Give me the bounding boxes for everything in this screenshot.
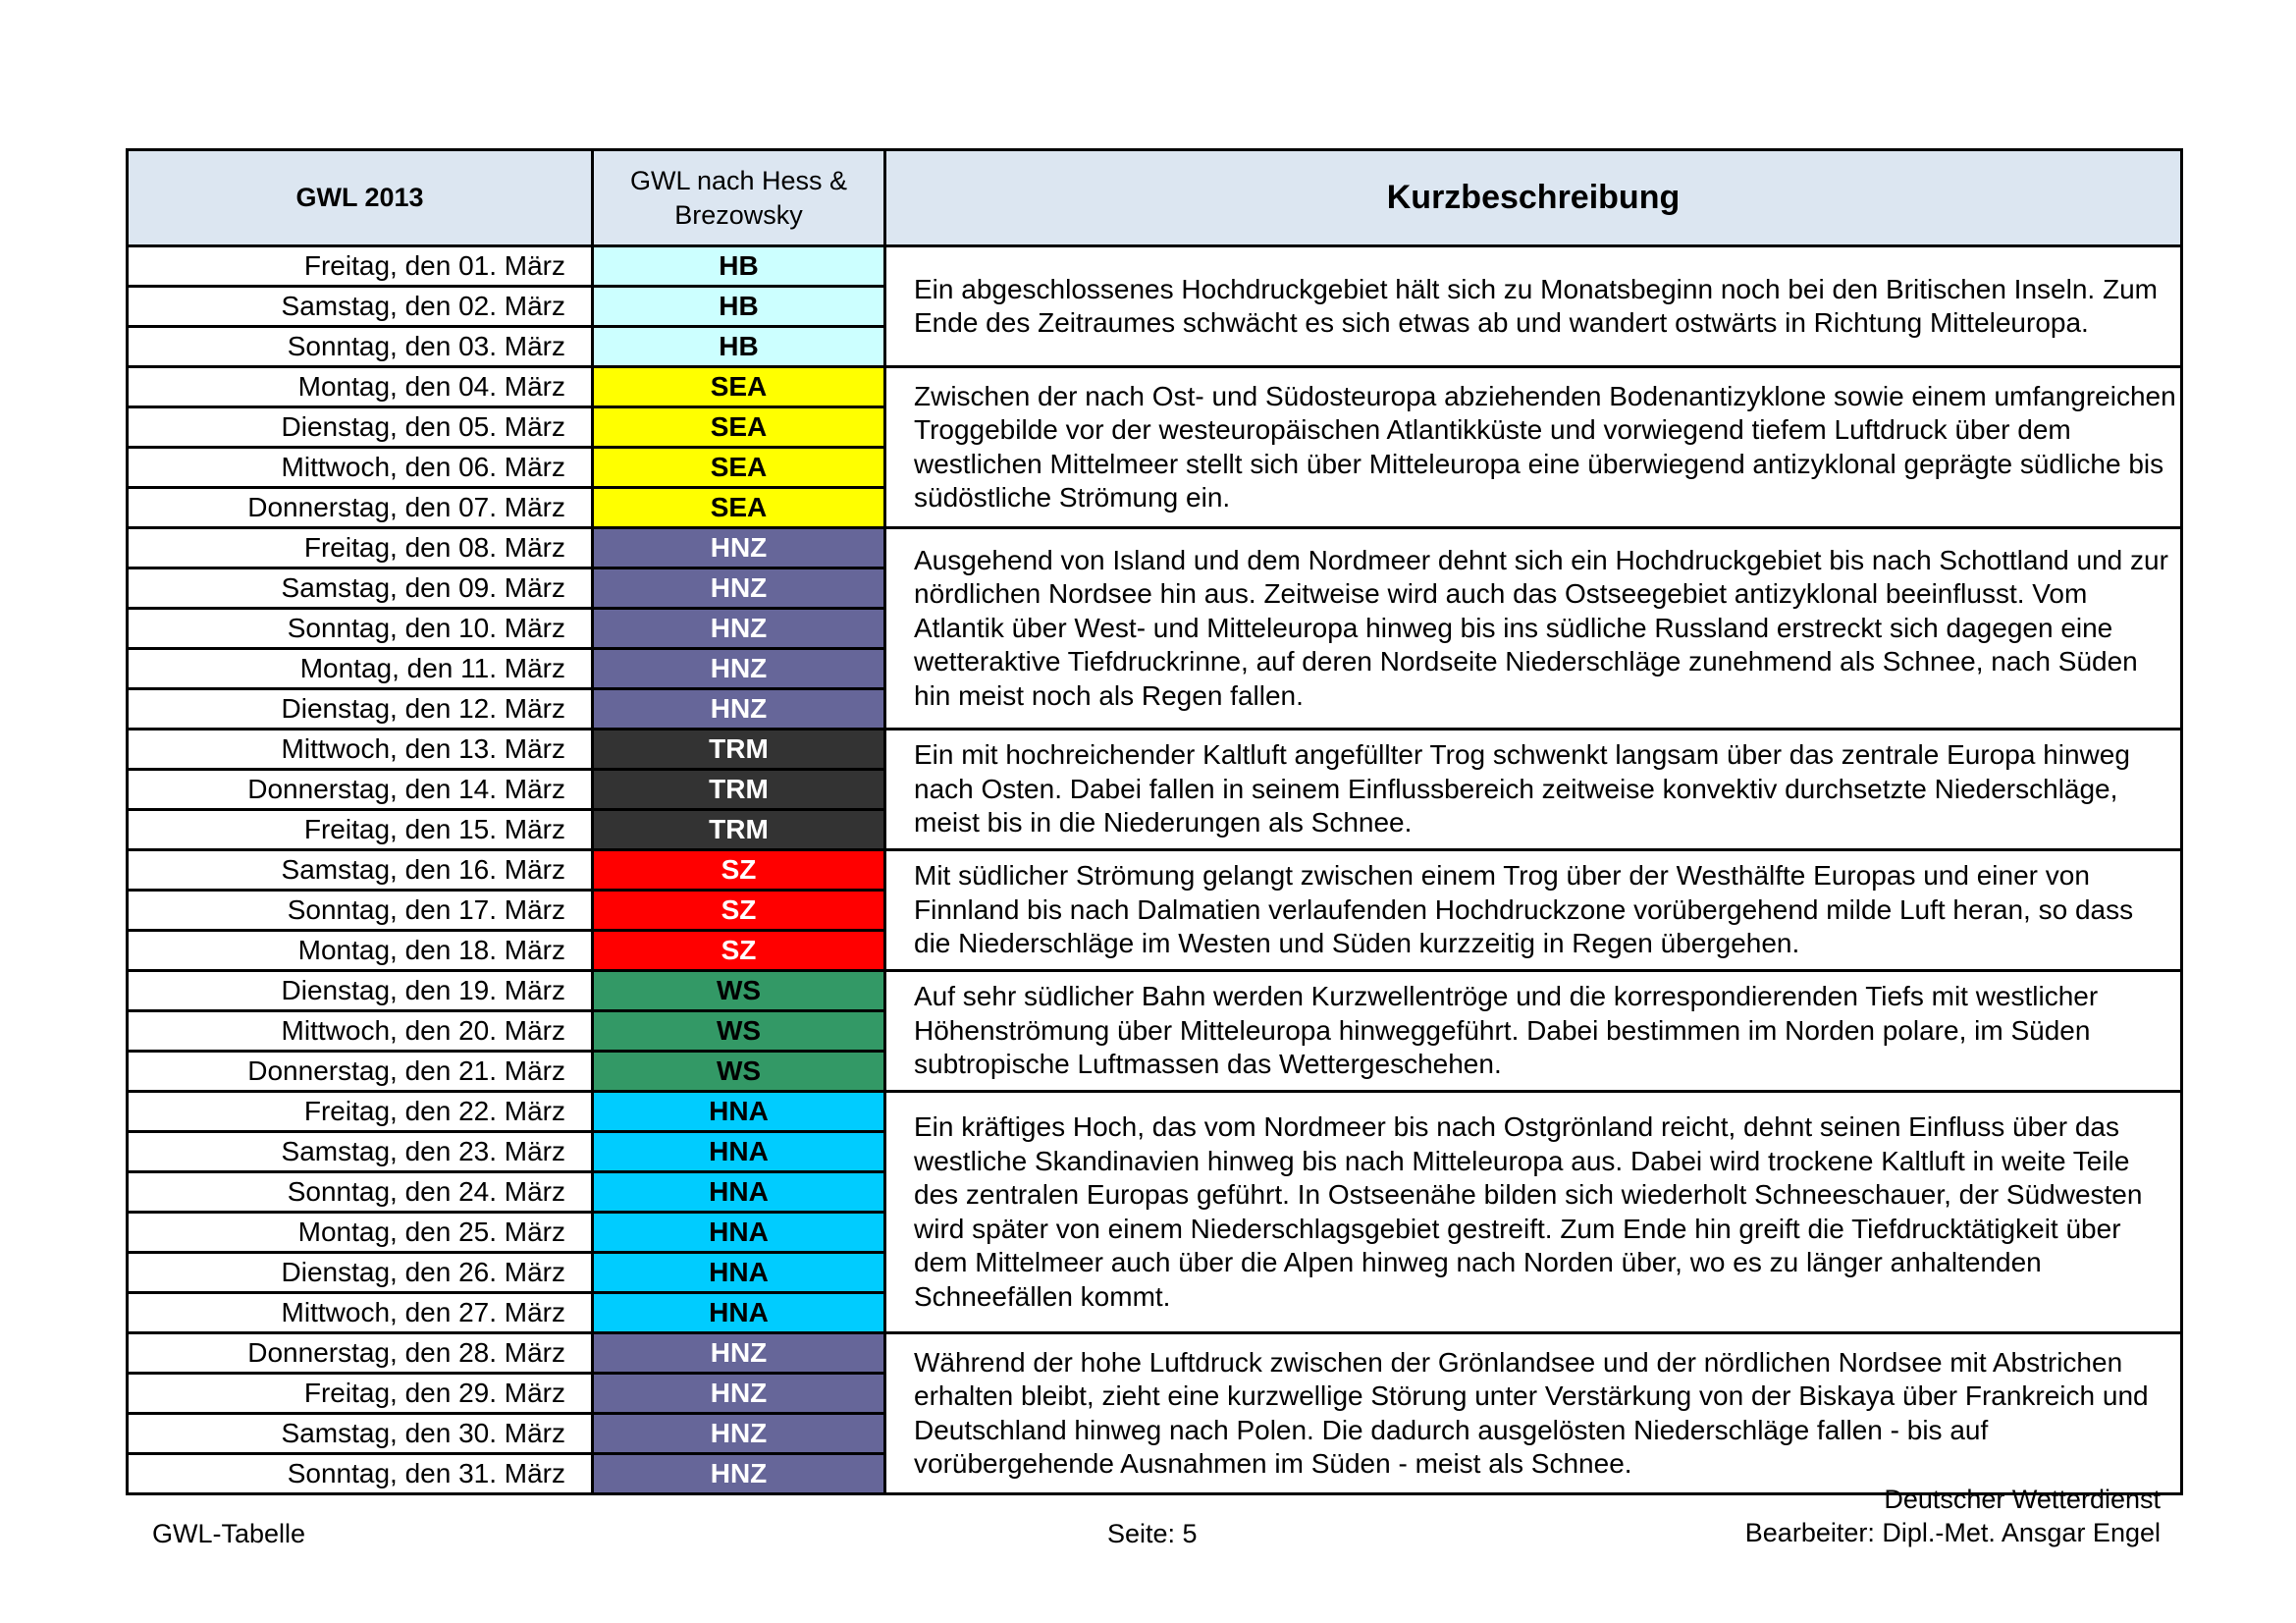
description-cell: Ein mit hochreichender Kaltluft angefüllter Trog schwenkt langsam über das zentrale Europa hinweg nach Osten. Dabei fallen in seinem Einflussbereich zeitweise konvektiv durchsetzte Niederschläge, meist bis in die Niederungen als Schnee. <box>885 730 2182 850</box>
gwl-code-cell: WS <box>593 1011 885 1052</box>
date-cell: Donnerstag, den 28. März <box>128 1333 593 1374</box>
description-cell: Ein kräftiges Hoch, das vom Nordmeer bis nach Ostgrönland reicht, dehnt seinen Einfluss über das westliche Skandinavien hinweg bis nach Mitteleuropa aus. Dabei wird trockene Kaltluft in weite Teile des zentralen Europas geführt. In Ostseenähe bilden sich wiederholt Schneeschauer, der Südwesten wird später von einem Niederschlagsgebiet gestreift. Zum Ende hin greift die Tiefdrucktätigkeit über dem Mittelmeer auch über die Alpen hinweg nach Norden über, wo es zu länger anhaltenden Schneefällen kommt. <box>885 1092 2182 1333</box>
gwl-code-cell: SZ <box>593 891 885 931</box>
date-cell: Dienstag, den 26. März <box>128 1253 593 1293</box>
gwl-code-cell: HB <box>593 287 885 327</box>
date-cell: Sonntag, den 10. März <box>128 609 593 649</box>
footer-author-block <box>1745 1483 2161 1549</box>
gwl-code-cell: HNZ <box>593 649 885 689</box>
header-gwl-type: GWL nach Hess & Brezowsky <box>593 150 885 246</box>
gwl-code-cell: HNA <box>593 1092 885 1132</box>
gwl-code-cell: HNZ <box>593 1374 885 1414</box>
gwl-code-cell: HNZ <box>593 689 885 730</box>
footer-page-number: Seite: 5 <box>1107 1519 1198 1548</box>
date-cell: Samstag, den 30. März <box>128 1414 593 1454</box>
date-cell: Freitag, den 29. März <box>128 1374 593 1414</box>
footer-document-name: GWL-Tabelle <box>152 1519 306 1548</box>
gwl-code-cell: HNA <box>593 1172 885 1213</box>
description-cell: Während der hohe Luftdruck zwischen der Grönlandsee und der nördlichen Nordsee mit Abstrichen erhalten bleibt, zieht eine kurzwellige Störung unter Verstärkung von der Biskaya über Frankreich und Deutschland hinweg nach Polen. Die dadurch ausgelösten Niederschläge fallen - bis auf vorübergehende Ausnahmen im Süden - meist als Schnee. <box>885 1333 2182 1494</box>
table-row <box>128 367 2182 407</box>
date-cell: Montag, den 25. März <box>128 1213 593 1253</box>
date-cell: Mittwoch, den 13. März <box>128 730 593 770</box>
table-row <box>128 1333 2182 1374</box>
gwl-code-cell: HNZ <box>593 568 885 609</box>
date-cell: Montag, den 04. März <box>128 367 593 407</box>
date-cell: Montag, den 18. März <box>128 931 593 971</box>
gwl-code-cell: HNZ <box>593 1333 885 1374</box>
gwl-code-cell: HB <box>593 246 885 287</box>
description-cell: Ausgehend von Island und dem Nordmeer dehnt sich ein Hochdruckgebiet bis nach Schottland und zur nördlichen Nordsee hin aus. Zeitweise wird auch das Ostseegebiet antizyklonal beeinflusst. Vom Atlantik über West- und Mitteleuropa hinweg bis ins südliche Russland erstreckt sich dagegen eine wetteraktive Tiefdruckrinne, auf deren Nordseite Niederschläge zunehmend als Schnee, nach Süden hin meist noch als Regen fallen. <box>885 528 2182 730</box>
date-cell: Mittwoch, den 06. März <box>128 448 593 488</box>
table-row <box>128 1092 2182 1132</box>
description-cell: Mit südlicher Strömung gelangt zwischen einem Trog über der Westhälfte Europas und einer von Finnland bis nach Dalmatien verlaufenden Hochdruckzone vorübergehend milde Luft heran, so dass die Niederschläge im Westen und Süden kurzzeitig in Regen übergehen. <box>885 850 2182 971</box>
footer-author: Bearbeiter: Dipl.-Met. Ansgar Engel <box>1744 1518 2161 1547</box>
date-cell: Samstag, den 02. März <box>128 287 593 327</box>
date-cell: Sonntag, den 03. März <box>128 327 593 367</box>
gwl-code-cell: SEA <box>593 488 885 528</box>
gwl-table <box>126 148 2183 1495</box>
date-cell: Freitag, den 01. März <box>128 246 593 287</box>
gwl-code-cell: SEA <box>593 367 885 407</box>
date-cell: Sonntag, den 24. März <box>128 1172 593 1213</box>
gwl-code-cell: HB <box>593 327 885 367</box>
date-cell: Dienstag, den 19. März <box>128 971 593 1011</box>
gwl-code-cell: SZ <box>593 850 885 891</box>
table-body <box>128 246 2182 1494</box>
description-cell: Zwischen der nach Ost- und Südosteuropa abziehenden Bodenantizyklone sowie einem umfangreichen Troggebilde vor der westeuropäischen Atlantikküste und vorwiegend tiefem Luftdruck über dem westlichen Mittelmeer stellt sich über Mitteleuropa eine überwiegend antizyklonal geprägte südliche bis südöstliche Strömung ein. <box>885 367 2182 528</box>
date-cell: Dienstag, den 05. März <box>128 407 593 448</box>
date-cell: Samstag, den 09. März <box>128 568 593 609</box>
gwl-code-cell: SEA <box>593 448 885 488</box>
gwl-code-cell: HNA <box>593 1213 885 1253</box>
date-cell: Samstag, den 23. März <box>128 1132 593 1172</box>
date-cell: Freitag, den 22. März <box>128 1092 593 1132</box>
gwl-code-cell: HNZ <box>593 1414 885 1454</box>
date-cell: Donnerstag, den 07. März <box>128 488 593 528</box>
gwl-code-cell: TRM <box>593 770 885 810</box>
gwl-code-cell: WS <box>593 1052 885 1092</box>
date-cell: Donnerstag, den 14. März <box>128 770 593 810</box>
date-cell: Sonntag, den 31. März <box>128 1454 593 1494</box>
table-row <box>128 730 2182 770</box>
gwl-code-cell: HNA <box>593 1132 885 1172</box>
header-date: GWL 2013 <box>128 150 593 246</box>
gwl-code-cell: SEA <box>593 407 885 448</box>
table-row <box>128 850 2182 891</box>
table-row <box>128 971 2182 1011</box>
gwl-code-cell: HNA <box>593 1293 885 1333</box>
footer-organization: Deutscher Wetterdienst <box>1884 1485 2161 1514</box>
gwl-code-cell: HNZ <box>593 609 885 649</box>
date-cell: Mittwoch, den 20. März <box>128 1011 593 1052</box>
description-cell: Auf sehr südlicher Bahn werden Kurzwellentröge und die korrespondierenden Tiefs mit westlicher Höhenströmung über Mitteleuropa hinweggeführt. Dabei bestimmen im Norden polare, im Süden subtropische Luftmassen das Wettergeschehen. <box>885 971 2182 1092</box>
gwl-code-cell: TRM <box>593 810 885 850</box>
date-cell: Mittwoch, den 27. März <box>128 1293 593 1333</box>
date-cell: Freitag, den 15. März <box>128 810 593 850</box>
date-cell: Samstag, den 16. März <box>128 850 593 891</box>
date-cell: Donnerstag, den 21. März <box>128 1052 593 1092</box>
gwl-code-cell: SZ <box>593 931 885 971</box>
date-cell: Freitag, den 08. März <box>128 528 593 568</box>
date-cell: Sonntag, den 17. März <box>128 891 593 931</box>
gwl-code-cell: TRM <box>593 730 885 770</box>
date-cell: Montag, den 11. März <box>128 649 593 689</box>
table-row <box>128 246 2182 287</box>
gwl-code-cell: HNA <box>593 1253 885 1293</box>
description-cell: Ein abgeschlossenes Hochdruckgebiet hält sich zu Monatsbeginn noch bei den Britischen Inseln. Zum Ende des Zeitraumes schwächt es sich etwas ab und wandert ostwärts in Richtung Mitteleuropa. <box>885 246 2182 367</box>
header-row <box>128 150 2182 246</box>
gwl-code-cell: HNZ <box>593 528 885 568</box>
date-cell: Dienstag, den 12. März <box>128 689 593 730</box>
gwl-code-cell: HNZ <box>593 1454 885 1494</box>
table-row <box>128 528 2182 568</box>
gwl-code-cell: WS <box>593 971 885 1011</box>
header-description: Kurzbeschreibung <box>885 150 2182 246</box>
